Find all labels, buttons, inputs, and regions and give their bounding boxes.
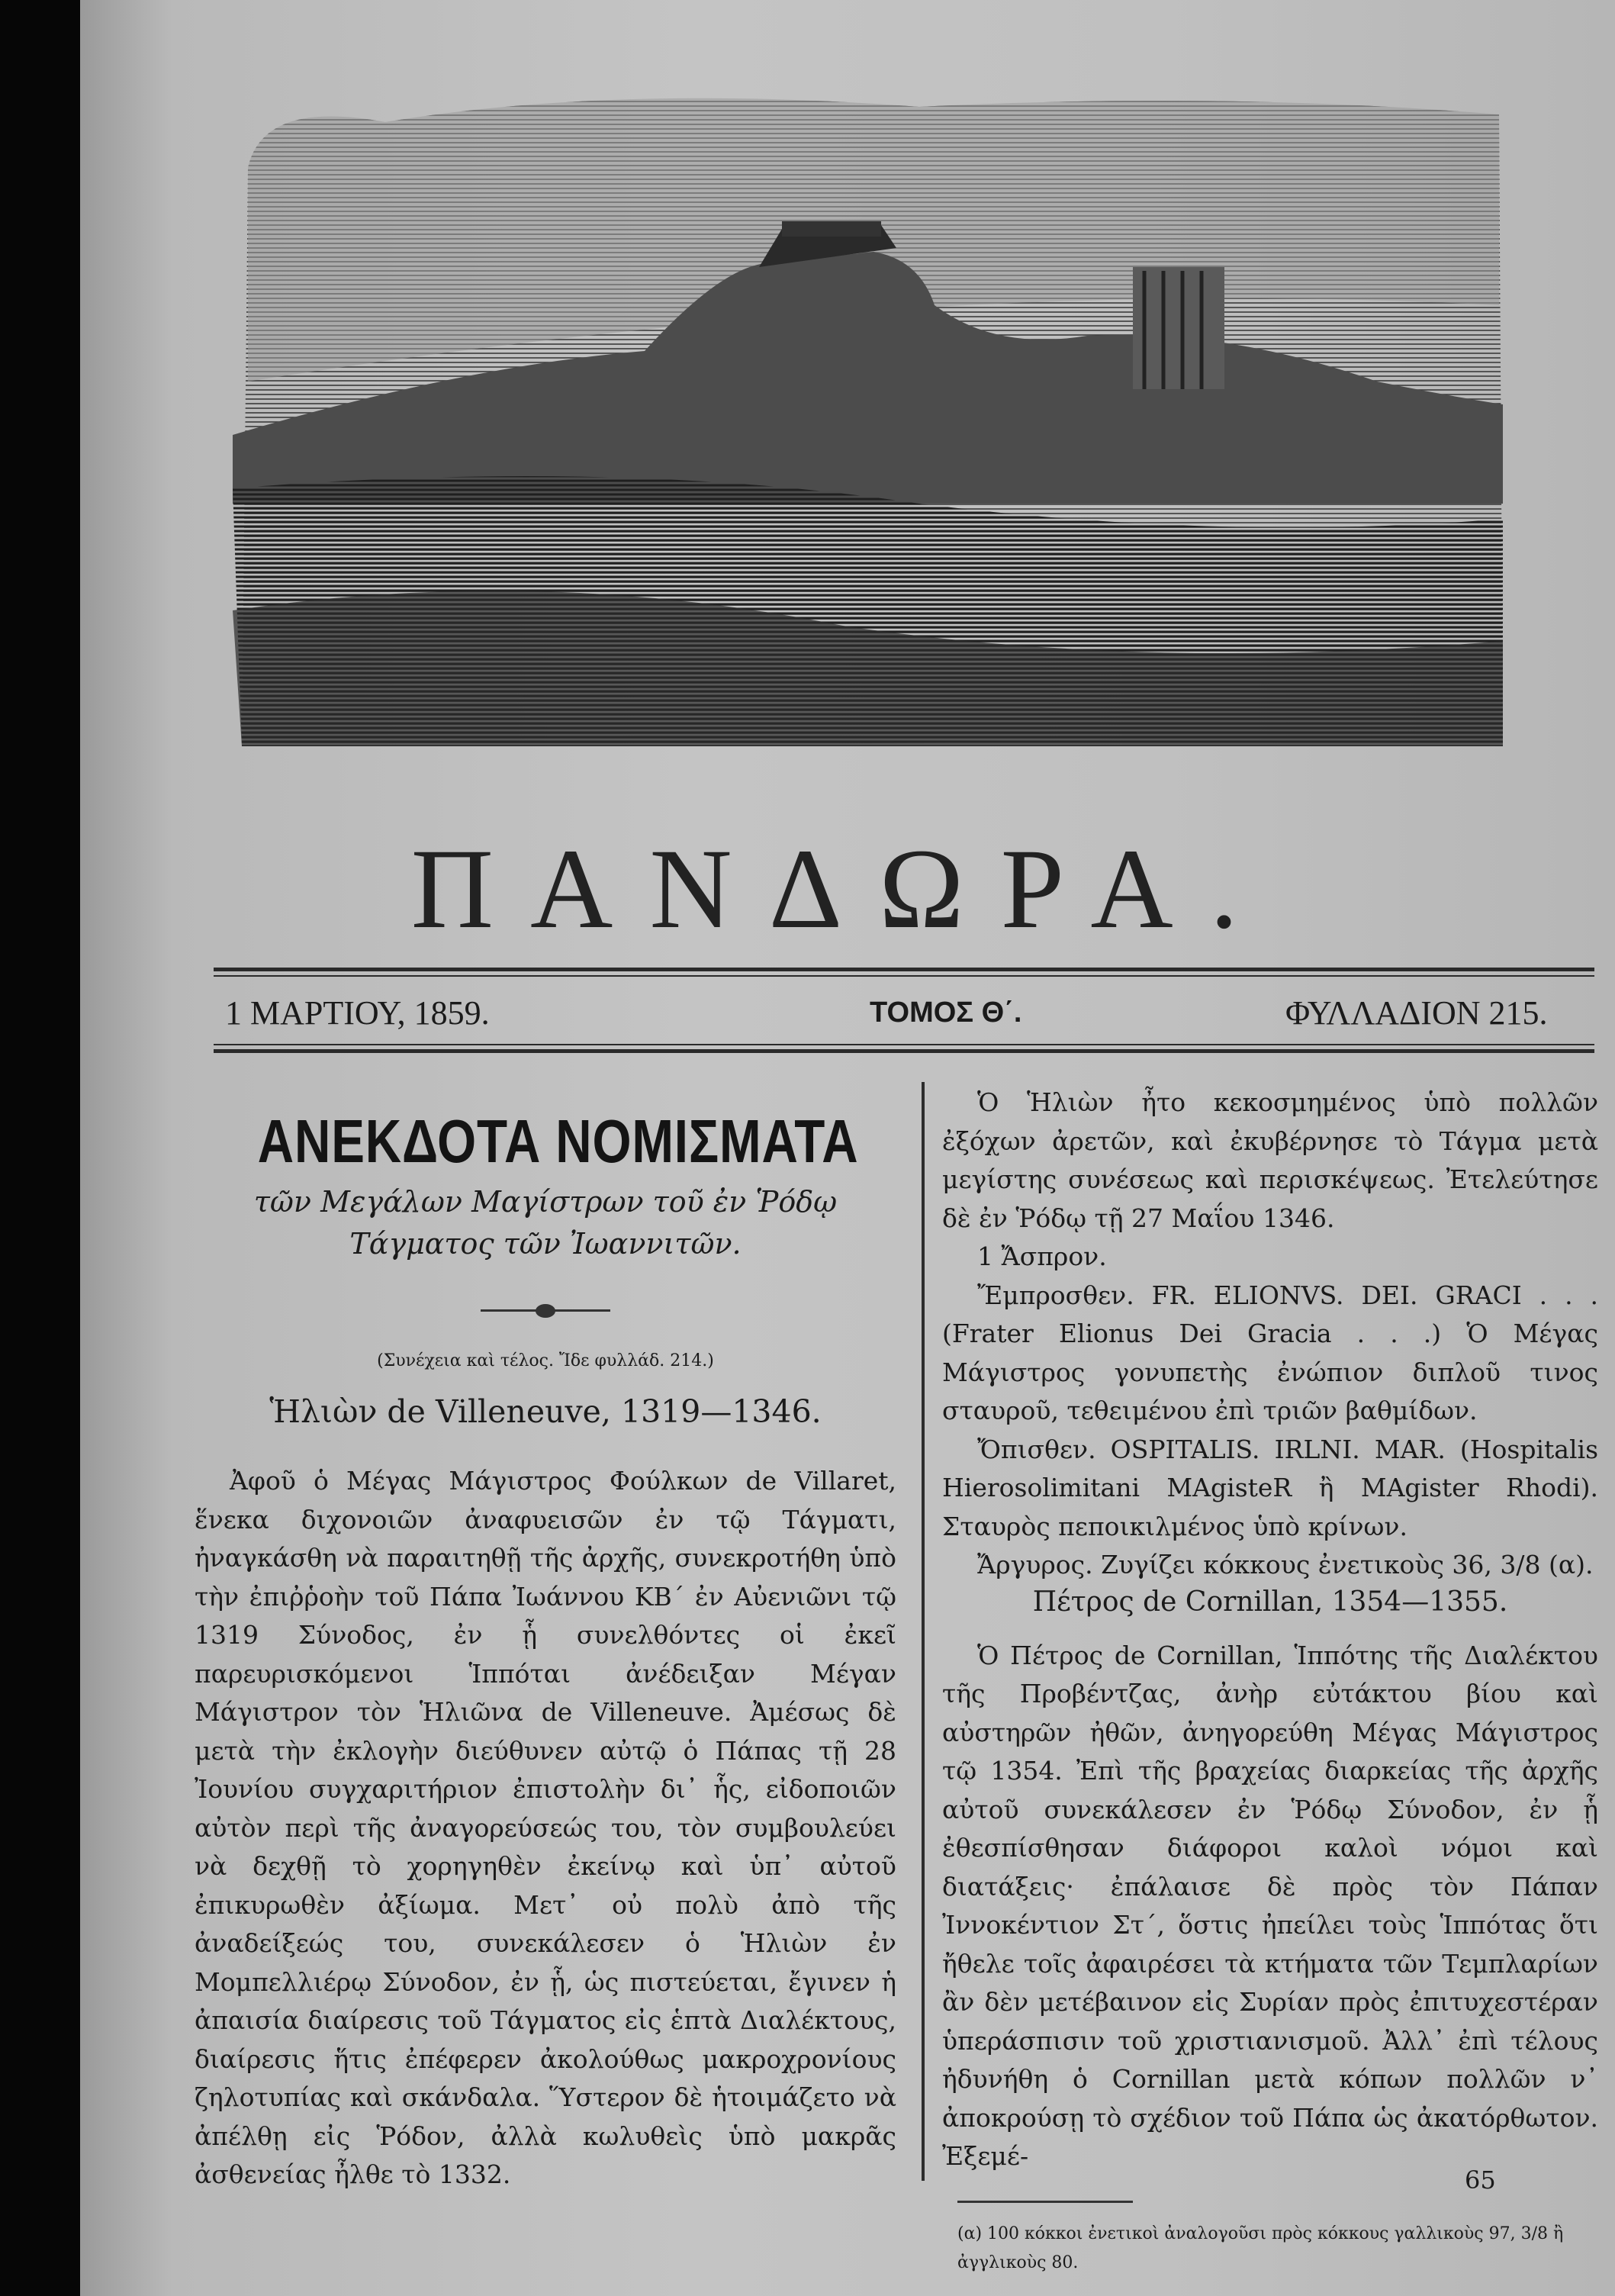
article-subtitle-line1: τῶν Μεγάλων Μαγίστρων τοῦ ἐν Ῥόδῳ xyxy=(253,1185,838,1219)
section-heading-cornillan: Πέτρος de Cornillan, 1354—1355. xyxy=(1032,1586,1508,1618)
header-rule-top-thin xyxy=(214,975,1594,977)
volume-number: ΤΟΜΟΣ Θ΄. xyxy=(870,997,1022,1029)
right-paragraph-2: Ὁ Πέτρος de Cornillan, Ἱππότης τῆς Διαλέκτου τῆς Προβέντζας, ἀνὴρ εὐτάκτου βίου καὶ αὐστηρῶν ἠθῶν, ἀνηγορεύθη Μέγας Μάγιστρος τῷ 1354. Ἐπὶ τῆς βραχείας διαρκείας τῆς ἀρχῆς αὐτοῦ συνεκάλεσεν ἐν Ῥόδῳ Σύνοδον, ἐν ᾗ ἐθεσπίσθησαν διάφοροι καλοὶ νόμοι καὶ διατάξεις· ἐπάλαισε δὲ πρὸς τὸν Πάπαν Ἰννοκέντιον Στ΄, ὅστις ἠπείλει τοὺς Ἱππότας ὅτι ἤθελε τοῖς ἀφαιρέσει τὰ κτήματα τῶν Τεμπλαρίων ἂν δὲν μετέβαινον εἰς Συρίαν πρὸς ἐπιτυχεστέραν ὑπεράσπισιν τοῦ χριστιανισμοῦ. Ἀλλ᾽ ἐπὶ τέλους ἠδυνήθη ὁ Cornillan μετὰ κόπων πολλῶν ν᾽ ἀποκρούσῃ τὸ σχέδιον τοῦ Πάπα ὡς ἀκατόρθωτον. Ἐξεμέ- xyxy=(942,1640,1598,2171)
issue-number: ΦΥΛΛΑΔΙΟΝ 215. xyxy=(1285,994,1548,1032)
dateline xyxy=(225,993,1583,1039)
header-rule-top xyxy=(214,968,1594,971)
page-number: 65 xyxy=(1465,2166,1496,2195)
left-paragraph: Ἀφοῦ ὁ Μέγας Μάγιστρος Φούλκων de Villaret, ἕνεκα διχονοιῶν ἀναφυεισῶν ἐν τῷ Τάγματι, ἠναγκάσθη νὰ παραιτηθῇ τῆς ἀρχῆς, συνεκροτήθη ὑπὸ τὴν ἐπιῤῥοὴν τοῦ Πάπα Ἰωάννου ΚΒ΄ ἐν Αὐενιῶνι τῷ 1319 Σύνοδος, ἐν ᾗ συνελθόντες οἱ ἐκεῖ παρευρισκόμενοι Ἱππόται ἀνέδειξαν Μέγαν Μάγιστρον τὸν Ἡλιῶνα de Villeneuve. Ἀμέσως δὲ μετὰ τὴν ἐκλογὴν διεύθυνεν αὐτῷ ὁ Πάπας τῇ 28 Ἰουνίου συγχαριτήριον ἐπιστολὴν δι᾽ ἧς, εἰδοποιῶν αὐτὸν περὶ τῆς ἀναγορεύσεώς του, τὸν συμβουλεύει νὰ δεχθῇ τὸ χορηγηθὲν ἐκείνῳ καὶ ὑπ᾽ αὐτοῦ ἐπικυρωθὲν ἀξίωμα. Μετ᾽ οὐ πολὺ ἀπὸ τῆς ἀναδείξεώς του, συνεκάλεσεν ὁ Ἡλιὼν ἐν Μομπελλιέρῳ Σύνοδον, ἐν ᾗ, ὡς πιστεύεται, ἔγινεν ἡ ἀπαισία διαίρεσις τοῦ Τάγματος εἰς ἑπτὰ Διαλέκτους, διαίρεσις ἥτις ἐπέφερεν ἀκολούθως μακροχρονίους ζηλοτυπίας καὶ σκάνδαλα. Ὕστερον δὲ ἡτοιμάζετο νὰ ἀπέλθῃ εἰς Ῥόδον, ἀλλὰ κωλυθεὶς ὑπὸ μακρᾶς ἀσθενείας ἦλθε τὸ 1332. xyxy=(195,1466,896,2190)
issue-date: 1 ΜΑΡΤΙΟΥ, 1859. xyxy=(225,994,490,1032)
footnote: (α) 100 κόκκοι ἐνετικοὶ ἀναλογοῦσι πρὸς κόκκους γαλλικοὺς 97, 3/8 ἢ ἀγγλικοὺς 80. xyxy=(957,2224,1564,2272)
coin-silver: Ἄργυρος. Ζυγίζει κόκκους ἐνετικοὺς 36, 3/8 (α). xyxy=(977,1550,1594,1580)
footnote-rule xyxy=(957,2201,1133,2203)
article-title: ΑΝΕΚΔΟΤΑ ΝΟΜΙΣΜΑΤΑ xyxy=(257,1107,859,1175)
left-column xyxy=(195,1076,896,2195)
coin-reverse: Ὄπισθεν. OSPITALIS. IRLNI. MAR. (Hospitalis Hierosolimitani MAgisteR ἢ MAgister Rhodi). Σταυρὸς πεποικιλμένος ὑπὸ κρίνων. xyxy=(942,1434,1598,1541)
coin-label: 1 Ἄσπρον. xyxy=(977,1241,1107,1271)
landscape-illustration xyxy=(233,76,1510,759)
header-rule-bottom-thin xyxy=(214,1044,1594,1045)
coin-obverse: Ἔμπροσθεν. FR. ELIONVS. DEI. GRACI . . . (Frater Elionus Dei Gracia . . .) Ὁ Μέγας Μάγιστρος γονυπετὴς ἐνώπιον διπλοῦ τινος σταυροῦ, τεθειμένου ἐπὶ τριῶν βαθμίδων. xyxy=(942,1280,1598,1425)
masthead-title: ΠΑΝΔΩΡΑ. xyxy=(410,826,1276,952)
acropolis-engraving xyxy=(233,76,1510,759)
right-column xyxy=(942,1084,1598,2278)
header-rule-bottom xyxy=(214,1049,1594,1053)
right-paragraph-1: Ὁ Ἡλιὼν ἦτο κεκοσμημένος ὑπὸ πολλῶν ἐξόχων ἀρετῶν, καὶ ἐκυβέρνησε τὸ Τάγμα μετὰ μεγίστης συνέσεως καὶ περισκέψεως. Ἐτελεύτησε δὲ ἐν Ῥόδῳ τῇ 27 Μαΐου 1346. xyxy=(942,1087,1598,1233)
divider-ornament xyxy=(481,1309,610,1312)
article-subtitle-line2: Τάγματος τῶν Ἰωαννιτῶν. xyxy=(349,1227,742,1261)
section-heading-villeneuve: Ἡλιὼν de Villeneuve, 1319—1346. xyxy=(269,1393,822,1431)
continuation-note: (Συνέχεια καὶ τέλος. Ἴδε φυλλάδ. 214.) xyxy=(377,1351,714,1371)
page xyxy=(80,0,1615,2296)
book-gutter xyxy=(0,0,80,2296)
column-divider xyxy=(922,1082,925,2181)
